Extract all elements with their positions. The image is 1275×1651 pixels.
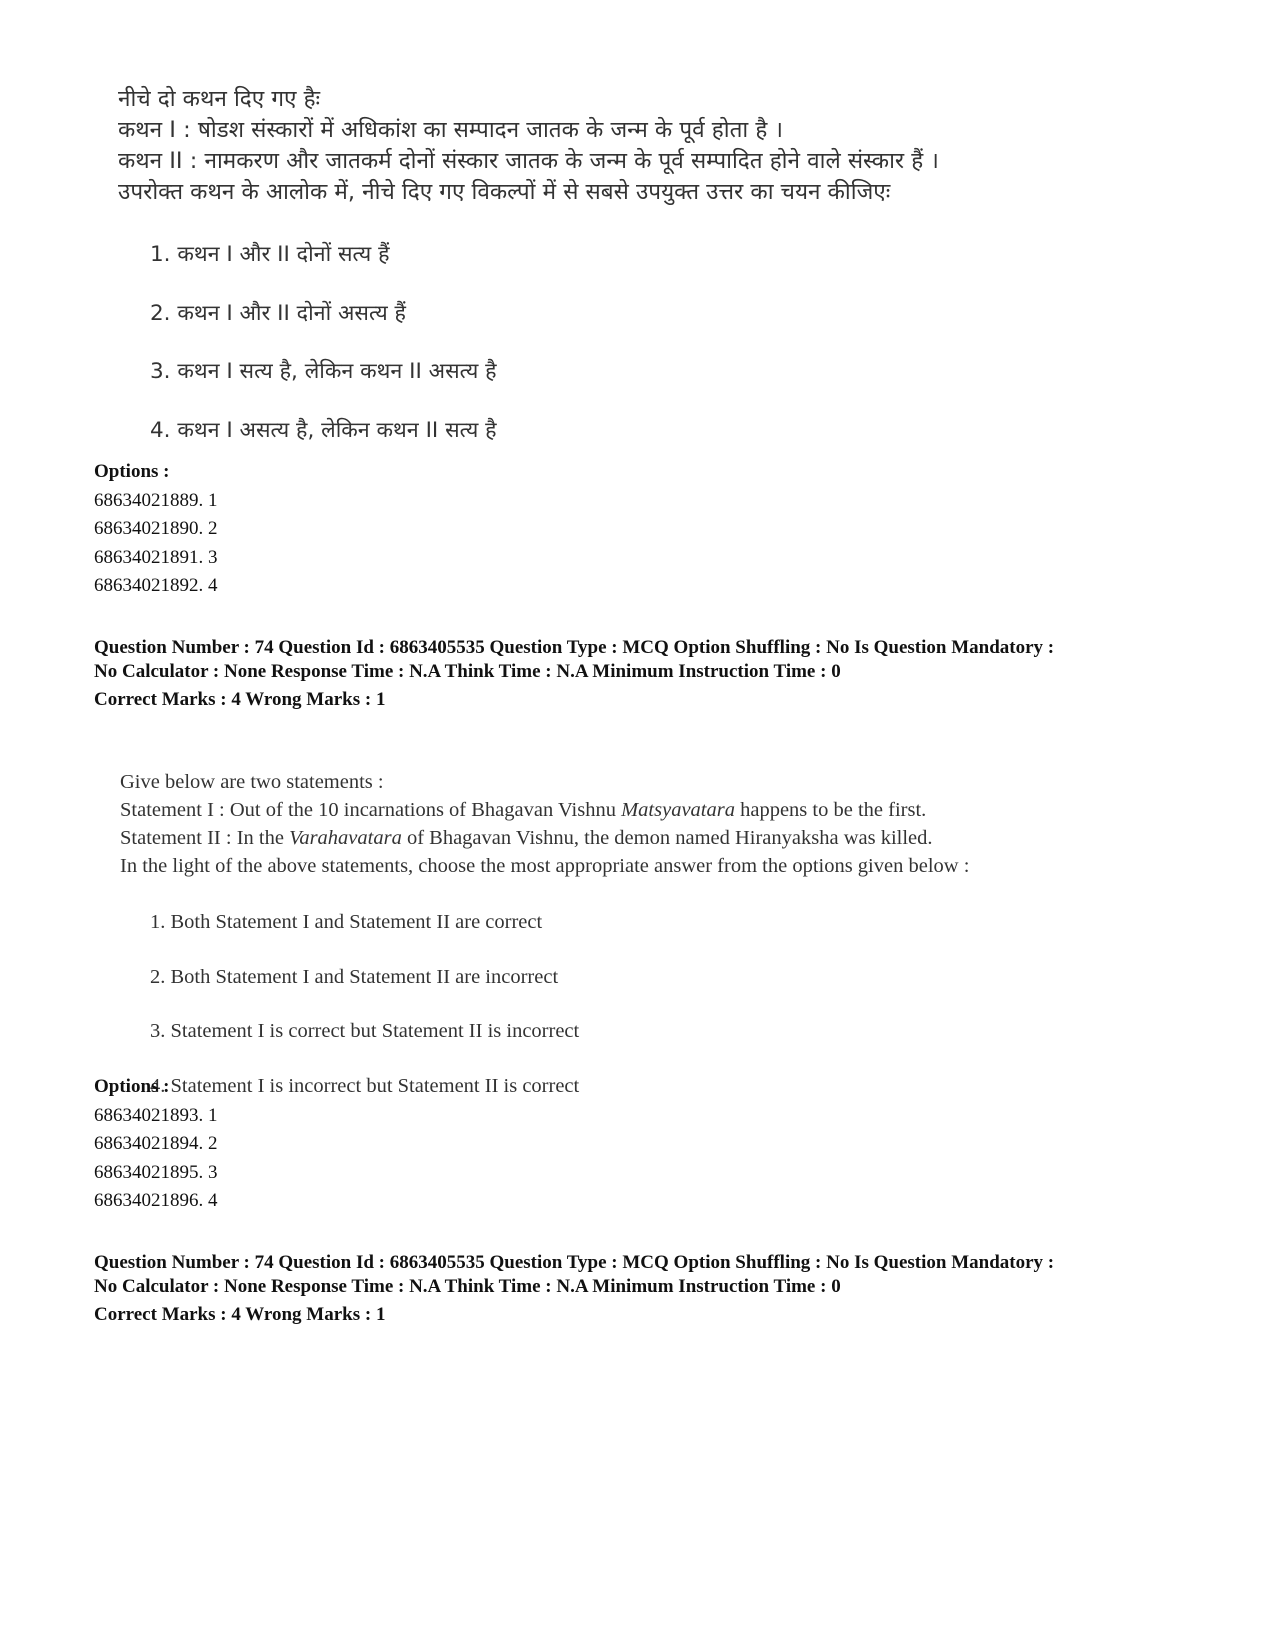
option-id-row: 68634021894. 2	[94, 1133, 218, 1154]
hindi-question-text	[118, 84, 1218, 208]
question-meta-line: No Calculator : None Response Time : N.A Think Time : N.A Minimum Instruction Time : 0	[94, 660, 841, 682]
hindi-choice-4: 4. कथन I असत्य है, लेकिन कथन II सत्य है	[150, 417, 497, 443]
option-id-row: 68634021892. 4	[94, 575, 218, 596]
question-meta-1	[94, 636, 1244, 712]
english-choice-1: 1. Both Statement I and Statement II are correct	[150, 911, 543, 933]
options-block-2	[94, 1073, 218, 1216]
hindi-question-intro: नीचे दो कथन दिए गए हैः	[118, 86, 321, 112]
hindi-choice-3: 3. कथन I सत्य है, लेकिन कथन II असत्य है	[150, 359, 497, 384]
english-statement-2-italic: Varahavatara	[289, 827, 402, 849]
english-question-intro: Give below are two statements :	[120, 771, 384, 793]
options-header: Options :	[94, 461, 170, 482]
hindi-choice-1: 1. कथन I और II दोनों सत्य हैं	[150, 242, 390, 267]
english-question-text	[120, 768, 1220, 880]
english-question-instruction: In the light of the above statements, choose the most appropriate answer from the options given below :	[120, 855, 970, 877]
question-marks: Correct Marks : 4 Wrong Marks : 1	[94, 1304, 386, 1325]
english-statement-1-post: happens to be the first.	[734, 799, 927, 821]
hindi-statement-2: कथन II : नामकरण और जातकर्म दोनों संस्कार जातक के जन्म के पूर्व सम्पादित होने वाले संस्कार हैं ।	[118, 148, 939, 174]
option-id-row: 68634021896. 4	[94, 1190, 218, 1211]
hindi-choice-2: 2. कथन I और II दोनों असत्य हैं	[150, 300, 406, 326]
hindi-choices-list	[150, 240, 497, 474]
hindi-statement-1: कथन I : षोडश संस्कारों में अधिकांश का सम्पादन जातक के जन्म के पूर्व होता है ।	[118, 117, 784, 143]
options-block-1	[94, 458, 218, 601]
question-meta-2	[94, 1251, 1244, 1327]
options-header: Options :	[94, 1076, 170, 1097]
option-id-row: 68634021889. 1	[94, 489, 218, 511]
english-choice-2: 2. Both Statement I and Statement II are incorrect	[150, 965, 559, 988]
question-meta-line: No Calculator : None Response Time : N.A Think Time : N.A Minimum Instruction Time : 0	[94, 1275, 841, 1297]
english-choice-4: 4. Statement I is incorrect but Statement II is correct	[150, 1074, 580, 1097]
english-statement-1	[120, 796, 1220, 824]
english-statement-2	[120, 824, 1220, 852]
question-meta-line: Question Number : 74 Question Id : 6863405535 Question Type : MCQ Option Shuffling : No Is Question Mandatory :	[94, 637, 1055, 658]
option-id-row: 68634021893. 1	[94, 1104, 218, 1126]
option-id-row: 68634021891. 3	[94, 546, 218, 568]
english-statement-1-italic: Matsyavatara	[621, 799, 735, 821]
english-statement-1-pre: Statement I : Out of the 10 incarnations of Bhagavan Vishnu	[120, 799, 622, 821]
english-choice-3: 3. Statement I is correct but Statement II is incorrect	[150, 1020, 580, 1042]
question-meta-line: Question Number : 74 Question Id : 6863405535 Question Type : MCQ Option Shuffling : No Is Question Mandatory :	[94, 1252, 1055, 1273]
english-statement-2-pre: Statement II : In the	[120, 827, 290, 849]
option-id-row: 68634021895. 3	[94, 1161, 218, 1183]
option-id-row: 68634021890. 2	[94, 518, 218, 539]
english-statement-2-post: of Bhagavan Vishnu, the demon named Hiranyaksha was killed.	[401, 827, 933, 849]
hindi-question-instruction: उपरोक्त कथन के आलोक में, नीचे दिए गए विकल्पों में से सबसे उपयुक्त उत्तर का चयन कीजिएः	[118, 179, 891, 205]
question-marks: Correct Marks : 4 Wrong Marks : 1	[94, 689, 386, 710]
